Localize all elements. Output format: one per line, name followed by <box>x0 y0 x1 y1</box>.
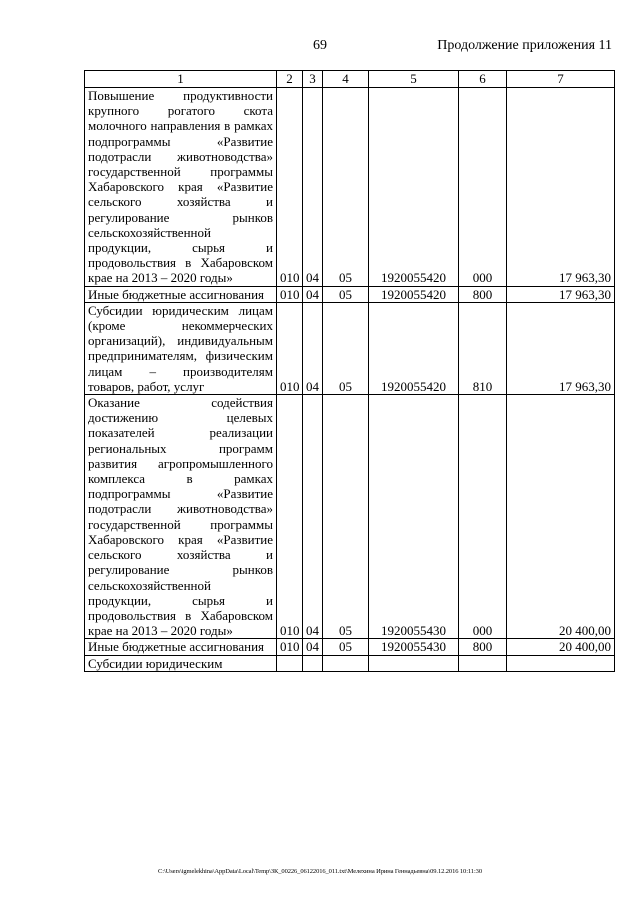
item-name: Повышение продуктивности крупного рогатого скота молочного направления в рамках подпрограммы «Развитие подотрасли животноводства» государственной программы Хабаровского края «Развитие сельского хозяйства и регулирование рынков сельскохозяйственной продукции, сырья и продовольствия в Хабаровском крае на 2013 – 2020 годы» <box>85 88 277 287</box>
appendix-continuation-label: Продолжение приложения 11 <box>437 38 612 53</box>
section-code: 04 <box>303 395 323 639</box>
target-article-code: 1920055420 <box>369 302 459 394</box>
empty-cell <box>507 655 615 671</box>
column-header: 4 <box>323 71 369 88</box>
subsection-code: 05 <box>323 395 369 639</box>
table-row <box>85 302 615 394</box>
subsection-code: 05 <box>323 88 369 287</box>
ministry-code: 010 <box>277 639 303 655</box>
expense-type-code: 800 <box>459 639 507 655</box>
table-row <box>85 395 615 639</box>
amount: 20 400,00 <box>507 639 615 655</box>
empty-cell <box>303 655 323 671</box>
amount: 20 400,00 <box>507 395 615 639</box>
item-name: Иные бюджетные ассигнования <box>85 639 277 655</box>
empty-cell <box>323 655 369 671</box>
item-name: Субсидии юридическим лицам (кроме некоммерческих организаций), индивидуальным предпринимателям, физическим лицам – производителям товаров, работ, услуг <box>85 302 277 394</box>
table-row <box>85 639 615 655</box>
section-code: 04 <box>303 302 323 394</box>
table-row <box>85 88 615 287</box>
item-name: Оказание содействия достижению целевых показателей реализации региональных программ развития агропромышленного комплекса в рамках подпрограммы «Развитие подотрасли животноводства» государственной программы Хабаровского края «Развитие сельского хозяйства и регулирование рынков сельскохозяйственной продукции, сырья и продовольствия в Хабаровском крае на 2013 – 2020 годы» <box>85 395 277 639</box>
amount: 17 963,30 <box>507 88 615 287</box>
expense-type-code: 800 <box>459 286 507 302</box>
empty-cell <box>459 655 507 671</box>
ministry-code: 010 <box>277 286 303 302</box>
column-header: 5 <box>369 71 459 88</box>
expense-type-code: 810 <box>459 302 507 394</box>
page-number: 69 <box>313 38 327 53</box>
target-article-code: 1920055430 <box>369 639 459 655</box>
subsection-code: 05 <box>323 286 369 302</box>
column-header: 7 <box>507 71 615 88</box>
column-number-row <box>85 71 615 88</box>
subsection-code: 05 <box>323 639 369 655</box>
target-article-code: 1920055430 <box>369 395 459 639</box>
budget-table <box>84 70 615 672</box>
section-code: 04 <box>303 639 323 655</box>
empty-cell <box>369 655 459 671</box>
column-header: 3 <box>303 71 323 88</box>
empty-cell <box>277 655 303 671</box>
target-article-code: 1920055420 <box>369 286 459 302</box>
expense-type-code: 000 <box>459 395 507 639</box>
target-article-code: 1920055420 <box>369 88 459 287</box>
column-header: 6 <box>459 71 507 88</box>
subsection-code: 05 <box>323 302 369 394</box>
table-row <box>85 286 615 302</box>
ministry-code: 010 <box>277 88 303 287</box>
column-header: 1 <box>85 71 277 88</box>
ministry-code: 010 <box>277 395 303 639</box>
column-header: 2 <box>277 71 303 88</box>
section-code: 04 <box>303 286 323 302</box>
amount: 17 963,30 <box>507 286 615 302</box>
expense-type-code: 000 <box>459 88 507 287</box>
item-name: Субсидии юридическим <box>85 655 277 671</box>
ministry-code: 010 <box>277 302 303 394</box>
table-row-partial <box>85 655 615 671</box>
item-name: Иные бюджетные ассигнования <box>85 286 277 302</box>
section-code: 04 <box>303 88 323 287</box>
document-path-footer: C:\Users\igmelekhina\AppData\Local\Temp\ЗК_00226_06122016_011.txt\Мелехина Ирина Геннадьевна\09.12.2016 10:11:30 <box>158 868 482 875</box>
amount: 17 963,30 <box>507 302 615 394</box>
